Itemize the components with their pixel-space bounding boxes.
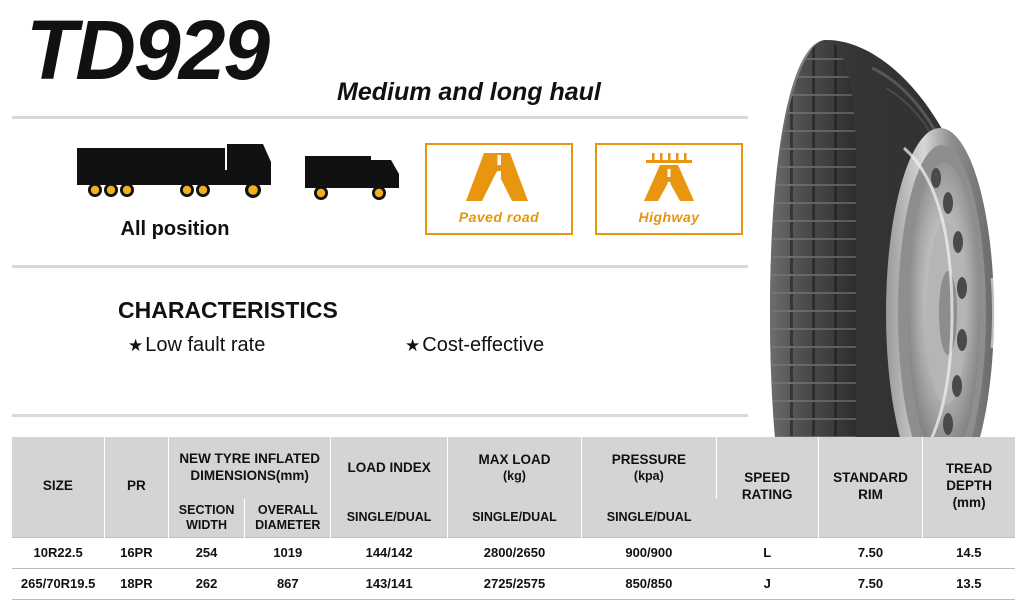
divider-middle bbox=[12, 265, 748, 268]
th-new-tyre-dimensions-line1: NEW TYRE INFLATED bbox=[179, 451, 321, 467]
th-size: SIZE bbox=[12, 437, 104, 537]
star-icon: ★ bbox=[405, 336, 421, 355]
cell-section-width: 254 bbox=[168, 537, 244, 568]
th-tread-depth-line3: (mm) bbox=[952, 495, 986, 511]
th-tread-depth bbox=[923, 437, 1015, 537]
cell-max-load: 2725/2575 bbox=[447, 568, 581, 599]
cell-load-index: 144/142 bbox=[331, 537, 447, 568]
th-overall-diameter bbox=[245, 499, 331, 537]
cell-pr: 16PR bbox=[104, 537, 168, 568]
cell-tread-depth: 14.5 bbox=[923, 537, 1015, 568]
cell-max-load: 2800/2650 bbox=[447, 537, 581, 568]
characteristics-section bbox=[0, 272, 748, 412]
th-load-index bbox=[331, 437, 447, 499]
th-pressure-unit: (kpa) bbox=[633, 468, 664, 483]
spec-table bbox=[12, 437, 1015, 600]
all-position-label: All position bbox=[120, 218, 230, 240]
cell-pr: 18PR bbox=[104, 568, 168, 599]
cell-pressure: 850/850 bbox=[582, 568, 716, 599]
th-max-load-sub: SINGLE/DUAL bbox=[447, 499, 581, 537]
th-tread-depth-line1: TREAD bbox=[945, 461, 993, 477]
characteristics-title: CHARACTERISTICS bbox=[118, 297, 338, 323]
characteristic-item-1-label: Low fault rate bbox=[145, 334, 266, 356]
th-overall-diameter-line2: DIAMETER bbox=[255, 517, 321, 532]
cell-section-width: 262 bbox=[168, 568, 244, 599]
cell-tread-depth: 13.5 bbox=[923, 568, 1015, 599]
characteristic-item-2-label: Cost-effective bbox=[422, 334, 545, 356]
th-section-width-line1: SECTION bbox=[178, 502, 235, 517]
th-max-load-label: MAX LOAD bbox=[478, 451, 551, 467]
table-row bbox=[12, 537, 1015, 568]
badge-highway bbox=[595, 143, 743, 235]
cell-overall-diameter: 1019 bbox=[245, 537, 331, 568]
badge-paved-road bbox=[425, 143, 573, 235]
cell-standard-rim: 7.50 bbox=[818, 568, 922, 599]
badge-highway-label: Highway bbox=[638, 209, 700, 225]
star-icon: ★ bbox=[128, 336, 144, 355]
cell-size: 265/70R19.5 bbox=[12, 568, 104, 599]
cell-speed-rating: L bbox=[716, 537, 818, 568]
th-section-width-line2: WIDTH bbox=[186, 517, 228, 532]
th-max-load-unit: (kg) bbox=[503, 468, 526, 483]
th-pressure-sub: SINGLE/DUAL bbox=[582, 499, 716, 537]
th-overall-diameter-line1: OVERALL bbox=[257, 502, 318, 517]
highway-icon bbox=[597, 151, 741, 203]
characteristic-item-2 bbox=[405, 334, 544, 357]
badge-paved-road-label: Paved road bbox=[458, 209, 540, 225]
th-speed-rating-line2: RATING bbox=[741, 486, 793, 502]
paved-road-icon bbox=[427, 151, 571, 203]
th-pressure bbox=[582, 437, 716, 499]
cell-overall-diameter: 867 bbox=[245, 568, 331, 599]
rigid-truck-icon bbox=[303, 150, 403, 205]
th-new-tyre-dimensions bbox=[168, 437, 330, 499]
th-speed-rating bbox=[716, 437, 818, 537]
page-subtitle: Medium and long haul bbox=[337, 78, 601, 106]
th-standard-rim-line2: RIM bbox=[858, 486, 883, 502]
application-section bbox=[0, 125, 748, 260]
th-pr: PR bbox=[104, 437, 168, 537]
divider-top bbox=[12, 116, 748, 119]
divider-bottom bbox=[12, 414, 748, 417]
cell-pressure: 900/900 bbox=[582, 537, 716, 568]
characteristic-item-1 bbox=[128, 334, 265, 357]
th-pressure-label: PRESSURE bbox=[611, 451, 686, 467]
cell-load-index: 143/141 bbox=[331, 568, 447, 599]
page-title: TD929 bbox=[26, 3, 269, 97]
semi-truck-trailer-icon bbox=[75, 140, 275, 210]
th-standard-rim-line1: STANDARD bbox=[833, 469, 908, 485]
th-tread-depth-line2: DEPTH bbox=[946, 478, 992, 494]
cell-standard-rim: 7.50 bbox=[818, 537, 922, 568]
th-standard-rim bbox=[818, 437, 922, 537]
table-row bbox=[12, 568, 1015, 599]
th-load-index-sub: SINGLE/DUAL bbox=[331, 499, 447, 537]
cell-size: 10R22.5 bbox=[12, 537, 104, 568]
th-load-index-label: LOAD INDEX bbox=[347, 459, 431, 475]
th-speed-rating-line1: SPEED bbox=[744, 469, 791, 485]
th-section-width bbox=[168, 499, 244, 537]
th-new-tyre-dimensions-line2: DIMENSIONS(mm) bbox=[190, 468, 309, 483]
cell-speed-rating: J bbox=[716, 568, 818, 599]
th-max-load bbox=[447, 437, 581, 499]
